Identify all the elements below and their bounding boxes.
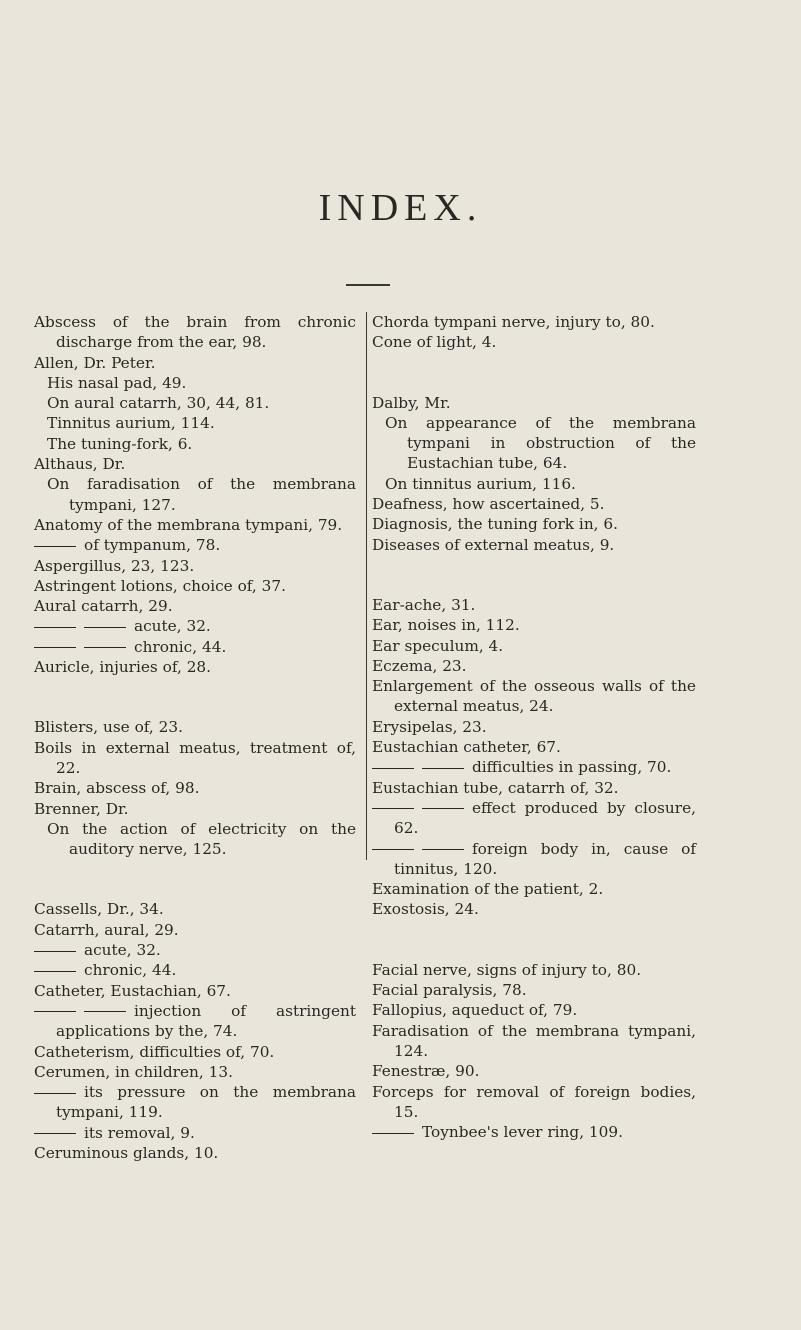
index-entry-text: Facial paralysis, 78. (372, 981, 527, 1000)
index-subentry (372, 413, 696, 474)
index-entry (372, 717, 696, 737)
index-entry-text: acute, 32. (84, 941, 161, 960)
index-entry-text: Catheterism, difficulties of, 70. (34, 1042, 275, 1061)
index-entry (34, 1143, 356, 1163)
index-entry (372, 494, 696, 514)
index-entry (372, 1021, 696, 1062)
index-continuation-entry (372, 757, 696, 777)
index-entry-text: Toynbee's lever ring, 109. (422, 1123, 623, 1142)
index-continuation-entry (34, 1082, 356, 1123)
index-entry (372, 535, 696, 555)
index-entry (34, 717, 356, 737)
index-entry (372, 595, 696, 615)
index-subentry (372, 474, 696, 494)
index-continuation-entry (34, 1001, 356, 1042)
index-entry-text: Abscess of the brain from chronic discharge from the ear, 98. (34, 313, 356, 352)
ditto-dash (422, 808, 464, 809)
index-entry-text: Examination of the patient, 2. (372, 880, 604, 899)
index-entry (34, 454, 356, 474)
index-entry (34, 1062, 356, 1082)
index-entry-text: The tuning-fork, 6. (47, 434, 193, 453)
index-entry (34, 515, 356, 535)
ditto-dash (372, 768, 414, 769)
index-entry-text: Dalby, Mr. (372, 393, 451, 412)
index-entry-text: Ear speculum, 4. (372, 636, 504, 655)
index-entry-text: Brain, abscess of, 98. (34, 779, 200, 798)
ditto-dash (84, 1011, 126, 1012)
ditto-dash (372, 849, 414, 850)
index-entry-text: Cassells, Dr., 34. (34, 900, 164, 919)
ditto-dash (84, 627, 126, 628)
index-entry-text: Aspergillus, 23, 123. (34, 556, 195, 575)
index-entry (34, 353, 356, 373)
index-entry-text: difficulties in passing, 70. (472, 758, 672, 777)
index-entry-text: Eustachian tube, catarrh of, 32. (372, 778, 619, 797)
index-entry (372, 1000, 696, 1020)
index-entry (34, 312, 356, 353)
index-entry (34, 799, 356, 819)
ditto-dash (422, 768, 464, 769)
index-entry-text: Auricle, injuries of, 28. (34, 658, 212, 677)
index-entry-text: Chorda tympani nerve, injury to, 80. (372, 313, 655, 331)
index-entry-text: effect produced by closure, 62. (394, 798, 696, 838)
index-entry-text: On faradisation of the membrana tympani, 127. (47, 475, 356, 514)
index-entry-text: Eustachian catheter, 67. (372, 738, 561, 757)
index-entry-text: Deafness, how ascertained, 5. (372, 495, 605, 514)
index-entry-text: Blisters, use of, 23. (34, 718, 183, 737)
ditto-dash (34, 546, 76, 547)
index-entry-text: Aural catarrh, 29. (34, 597, 173, 616)
index-entry (372, 393, 696, 413)
index-subentry (34, 373, 356, 393)
index-subentry (34, 474, 356, 515)
index-entry-text: Ear-ache, 31. (372, 595, 476, 614)
index-entry-text: Diagnosis, the tuning fork in, 6. (372, 515, 618, 534)
index-entry-text: acute, 32. (134, 617, 211, 636)
right-column (372, 312, 696, 1142)
index-entry (372, 312, 696, 332)
index-entry-text: Fallopius, aqueduct of, 79. (372, 1001, 578, 1020)
letter-group-gap (372, 555, 696, 595)
index-entry-text: Allen, Dr. Peter. (34, 353, 156, 372)
index-subentry (34, 819, 356, 860)
ditto-dash (34, 1093, 76, 1094)
index-entry (372, 332, 696, 352)
ditto-dash (34, 1133, 76, 1134)
ditto-dash (34, 1011, 76, 1012)
letter-group-gap (372, 920, 696, 960)
index-entry-text: Cone of light, 4. (372, 333, 497, 352)
index-entry-text: Anatomy of the membrana tympani, 79. (34, 515, 343, 534)
ditto-dash (372, 1133, 414, 1134)
index-subentry (34, 434, 356, 454)
left-column (34, 312, 356, 1163)
index-subentry (34, 413, 356, 433)
index-entry-text: Faradisation of the membrana tympani, 124. (372, 1021, 696, 1060)
index-entry-text: Erysipelas, 23. (372, 717, 487, 736)
index-continuation-entry (34, 616, 356, 636)
index-entry-text: Astringent lotions, choice of, 37. (34, 576, 286, 595)
index-entry (34, 576, 356, 596)
letter-group-gap (34, 859, 356, 899)
index-entry-text: its pressure on the membrana tympani, 119. (56, 1083, 356, 1122)
index-continuation-entry (34, 1123, 356, 1143)
letter-group-gap (34, 677, 356, 717)
index-continuation-entry (34, 960, 356, 980)
index-entry (372, 656, 696, 676)
title-rule (346, 284, 390, 286)
index-entry-text: chronic, 44. (84, 961, 177, 980)
ditto-dash (372, 808, 414, 809)
index-entry (34, 556, 356, 576)
index-entry-text: Enlargement of the osseous walls of the external meatus, 24. (372, 677, 696, 716)
index-entry-text: of tympanum, 78. (84, 536, 221, 555)
index-entry (372, 514, 696, 534)
index-entry-text: On the action of electricity on the auditory nerve, 125. (47, 819, 356, 859)
index-continuation-entry (34, 535, 356, 555)
index-entry-text: its removal, 9. (84, 1123, 195, 1142)
index-entry (34, 920, 356, 940)
index-entry (34, 1042, 356, 1062)
index-continuation-entry (34, 940, 356, 960)
index-entry (372, 615, 696, 635)
index-entry-text: Cerumen, in children, 13. (34, 1062, 233, 1081)
index-subentry (34, 393, 356, 413)
ditto-dash (84, 647, 126, 648)
ditto-dash (34, 951, 76, 952)
index-entry (372, 899, 696, 919)
index-entry-text: On aural catarrh, 30, 44, 81. (47, 394, 270, 413)
index-continuation-entry (372, 1122, 696, 1142)
index-entry-text: Ceruminous glands, 10. (34, 1143, 219, 1162)
index-continuation-entry (372, 839, 696, 880)
index-entry-text: Ear, noises in, 112. (372, 616, 520, 635)
ditto-dash (422, 849, 464, 850)
column-divider (366, 312, 367, 860)
ditto-dash (34, 971, 76, 972)
index-entry-text: Exostosis, 24. (372, 900, 479, 919)
index-entry-text: Catheter, Eustachian, 67. (34, 981, 231, 1000)
index-entry (372, 676, 696, 717)
index-entry-text: Brenner, Dr. (34, 799, 129, 818)
index-entry-text: His nasal pad, 49. (47, 373, 187, 392)
ditto-dash (34, 627, 76, 628)
index-entry-text: Eczema, 23. (372, 656, 467, 675)
index-entry (34, 657, 356, 677)
index-continuation-entry (372, 798, 696, 839)
index-entry-text: Tinnitus aurium, 114. (47, 414, 215, 433)
index-entry-text: Facial nerve, signs of injury to, 80. (372, 960, 642, 979)
index-entry-text: Catarrh, aural, 29. (34, 920, 179, 939)
index-entry-text: On appearance of the membrana tympani in obstruction of the Eustachian tube, 64. (385, 413, 696, 473)
index-entry-text: injection of astringent applications by the, 74. (56, 1001, 356, 1041)
page-title: INDEX. (318, 187, 483, 229)
index-entry (372, 1061, 696, 1081)
letter-group-gap (372, 353, 696, 393)
index-entry-text: On tinnitus aurium, 116. (385, 474, 576, 493)
index-entry-text: Boils in external meatus, treatment of, 22. (34, 738, 356, 777)
index-entry (34, 738, 356, 779)
index-entry (372, 879, 696, 899)
index-entry-text: Forceps for removal of foreign bodies, 15. (372, 1082, 696, 1121)
index-entry (372, 737, 696, 757)
index-entry (372, 960, 696, 980)
index-entry-text: Althaus, Dr. (34, 455, 126, 474)
index-entry (34, 981, 356, 1001)
index-entry-text: foreign body in, cause of tinnitus, 120. (394, 839, 696, 878)
index-entry (34, 778, 356, 798)
index-entry-text: Diseases of external meatus, 9. (372, 535, 615, 554)
index-entry (372, 1082, 696, 1123)
index-continuation-entry (34, 637, 356, 657)
index-entry (372, 778, 696, 798)
index-entry (372, 636, 696, 656)
index-entry-text: chronic, 44. (134, 637, 227, 656)
index-entry (34, 899, 356, 919)
index-entry (34, 596, 356, 616)
index-entry (372, 980, 696, 1000)
ditto-dash (34, 647, 76, 648)
index-entry-text: Fenestræ, 90. (372, 1062, 480, 1081)
